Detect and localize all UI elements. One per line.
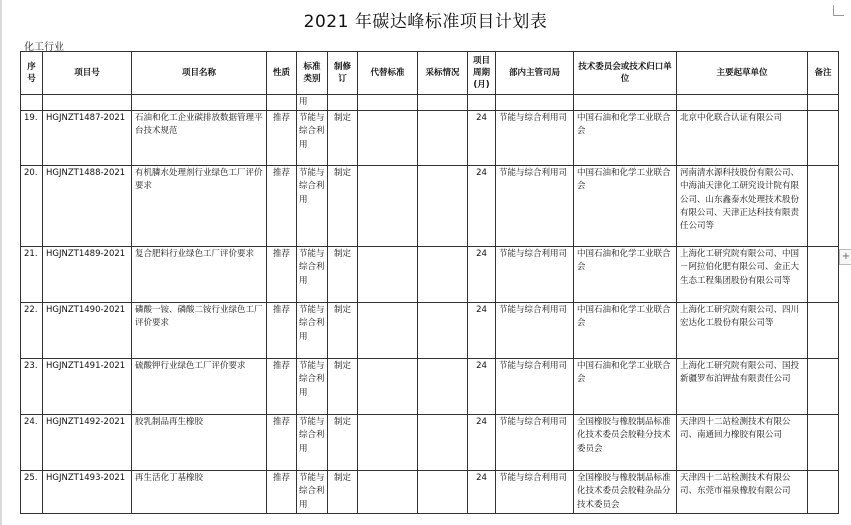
header-period: 项目周期(月) (468, 52, 496, 95)
cell-ministry: 节能与综合利用司 (496, 111, 574, 166)
carry-over-text: 用 (297, 95, 328, 111)
cell-ministry: 节能与综合利用司 (496, 247, 574, 303)
cell-committee: 中国石油和化学工业联合会 (574, 111, 677, 166)
cell-period: 24 (468, 303, 496, 359)
cell-mode: 制定 (328, 247, 358, 303)
cell-committee: 中国石油和化学工业联合会 (574, 359, 677, 415)
cell-nature: 推荐 (267, 415, 297, 471)
cell-code: HGJNZT1492-2021 (43, 415, 132, 471)
cell-adoption (418, 303, 468, 359)
header-committee: 技术委员会或技术归口单位 (574, 52, 677, 95)
cell-category: 节能与综合利用 (297, 359, 328, 415)
cell-period: 24 (468, 471, 496, 514)
cell-drafters: 上海化工研究院有限公司、四川宏达化工股份有限公司等 (677, 303, 808, 359)
header-name: 项目名称 (132, 52, 267, 95)
cell-remarks (808, 471, 839, 514)
cell-name: 石油和化工企业碳排放数据管理平台技术规范 (132, 111, 267, 166)
cell-drafters: 北京中化联合认证有限公司 (677, 111, 808, 166)
cell-category: 节能与综合利用 (297, 166, 328, 247)
table-row (21, 247, 839, 303)
cell-drafters: 天津四十二站检测技术有限公司、东莞市福泉橡胶有限公司 (677, 471, 808, 514)
cell-nature: 推荐 (267, 247, 297, 303)
cell-adoption (418, 471, 468, 514)
header-replaces: 代替标准 (358, 52, 418, 95)
cell-code: HGJNZT1488-2021 (43, 166, 132, 247)
cell-mode: 制定 (328, 471, 358, 514)
cell-ministry: 节能与综合利用司 (496, 166, 574, 247)
header-mode: 制修订 (328, 52, 358, 95)
cell-name: 硫酸钾行业绿色工厂评价要求 (132, 359, 267, 415)
table-row (21, 303, 839, 359)
cell-committee: 中国石油和化学工业联合会 (574, 303, 677, 359)
cell-mode: 制定 (328, 415, 358, 471)
cell-replaces (358, 359, 418, 415)
cell-ministry: 节能与综合利用司 (496, 303, 574, 359)
header-row (21, 52, 839, 95)
cell-nature: 推荐 (267, 359, 297, 415)
cell-replaces (358, 111, 418, 166)
header-code: 项目号 (43, 52, 132, 95)
cell-seq: 19. (21, 111, 43, 166)
cell-name: 复合肥料行业绿色工厂评价要求 (132, 247, 267, 303)
cell-committee: 中国石油和化学工业联合会 (574, 247, 677, 303)
cell-period: 24 (468, 415, 496, 471)
cell-mode: 制定 (328, 359, 358, 415)
cell-committee: 中国石油和化学工业联合会 (574, 166, 677, 247)
cell-period: 24 (468, 111, 496, 166)
cell-adoption (418, 111, 468, 166)
cell-replaces (358, 166, 418, 247)
table-row (21, 415, 839, 471)
table-row (21, 471, 839, 514)
cell-remarks (808, 247, 839, 303)
table-row (21, 166, 839, 247)
cell-name: 胶乳制品再生橡胶 (132, 415, 267, 471)
table-row (21, 111, 839, 166)
cell-adoption (418, 247, 468, 303)
cell-seq: 20. (21, 166, 43, 247)
cell-period: 24 (468, 166, 496, 247)
cell-drafters: 上海化工研究院有限公司、国投新疆罗布泊钾盐有限责任公司 (677, 359, 808, 415)
page-edge (0, 0, 2, 525)
cell-ministry: 节能与综合利用司 (496, 359, 574, 415)
cell-replaces (358, 471, 418, 514)
carry-over-row (21, 95, 839, 111)
cell-code: HGJNZT1490-2021 (43, 303, 132, 359)
cell-seq: 23. (21, 359, 43, 415)
cell-remarks (808, 111, 839, 166)
cell-category: 节能与综合利用 (297, 415, 328, 471)
cell-ministry: 节能与综合利用司 (496, 415, 574, 471)
cell-replaces (358, 415, 418, 471)
cell-nature: 推荐 (267, 111, 297, 166)
cell-adoption (418, 166, 468, 247)
document-title: 2021 年碳达峰标准项目计划表 (303, 12, 548, 32)
cell-code: HGJNZT1487-2021 (43, 111, 132, 166)
cell-code: HGJNZT1491-2021 (43, 359, 132, 415)
cell-category: 节能与综合利用 (297, 111, 328, 166)
cell-drafters: 上海化工研究院有限公司、中国－阿拉伯化肥有限公司、金正大生态工程集团股份有限公司等 (677, 247, 808, 303)
header-nature: 性质 (267, 52, 297, 95)
cell-remarks (808, 166, 839, 247)
cell-mode: 制定 (328, 303, 358, 359)
cell-period: 24 (468, 359, 496, 415)
standards-table (20, 51, 839, 514)
cell-remarks (808, 415, 839, 471)
cell-replaces (358, 247, 418, 303)
cell-remarks (808, 303, 839, 359)
header-drafters: 主要起草单位 (677, 52, 808, 95)
section-label: 化工行业 (24, 42, 64, 53)
cell-drafters: 河南清水源科技股份有限公司、中海油天津化工研究设计院有限公司、山东鑫泰水处理技术股份有限公司、天津正达科技有限责任公司等 (677, 166, 808, 247)
cell-seq: 25. (21, 471, 43, 514)
cell-ministry: 节能与综合利用司 (496, 471, 574, 514)
header-seq: 序号 (21, 52, 43, 95)
header-ministry: 部内主管司局 (496, 52, 574, 95)
header-category: 标准类别 (297, 52, 328, 95)
cell-category: 节能与综合利用 (297, 471, 328, 514)
cell-committee: 全国橡胶与橡胶制品标准化技术委员会胶鞋分技术委员会 (574, 415, 677, 471)
cell-drafters: 天津四十二站检测技术有限公司、南通回力橡胶有限公司 (677, 415, 808, 471)
add-row-icon[interactable]: + (839, 249, 851, 265)
header-remarks: 备注 (808, 52, 839, 95)
cell-seq: 22. (21, 303, 43, 359)
header-adoption: 采标情况 (418, 52, 468, 95)
cell-nature: 推荐 (267, 166, 297, 247)
cell-remarks (808, 359, 839, 415)
cell-mode: 制定 (328, 111, 358, 166)
cell-period: 24 (468, 247, 496, 303)
cell-category: 节能与综合利用 (297, 247, 328, 303)
cell-replaces (358, 303, 418, 359)
cell-adoption (418, 359, 468, 415)
cell-nature: 推荐 (267, 303, 297, 359)
cell-adoption (418, 415, 468, 471)
cell-category: 节能与综合利用 (297, 303, 328, 359)
cell-code: HGJNZT1489-2021 (43, 247, 132, 303)
cell-mode: 制定 (328, 166, 358, 247)
table-row (21, 359, 839, 415)
cell-code: HGJNZT1493-2021 (43, 471, 132, 514)
cell-name: 磷酸一铵、磷酸二铵行业绿色工厂评价要求 (132, 303, 267, 359)
cell-nature: 推荐 (267, 471, 297, 514)
cell-name: 有机膦水处理剂行业绿色工厂评价要求 (132, 166, 267, 247)
cell-name: 再生活化丁基橡胶 (132, 471, 267, 514)
cell-seq: 24. (21, 415, 43, 471)
cell-committee: 全国橡胶与橡胶制品标准化技术委员会胶鞋杂品分技术委员会 (574, 471, 677, 514)
cell-seq: 21. (21, 247, 43, 303)
